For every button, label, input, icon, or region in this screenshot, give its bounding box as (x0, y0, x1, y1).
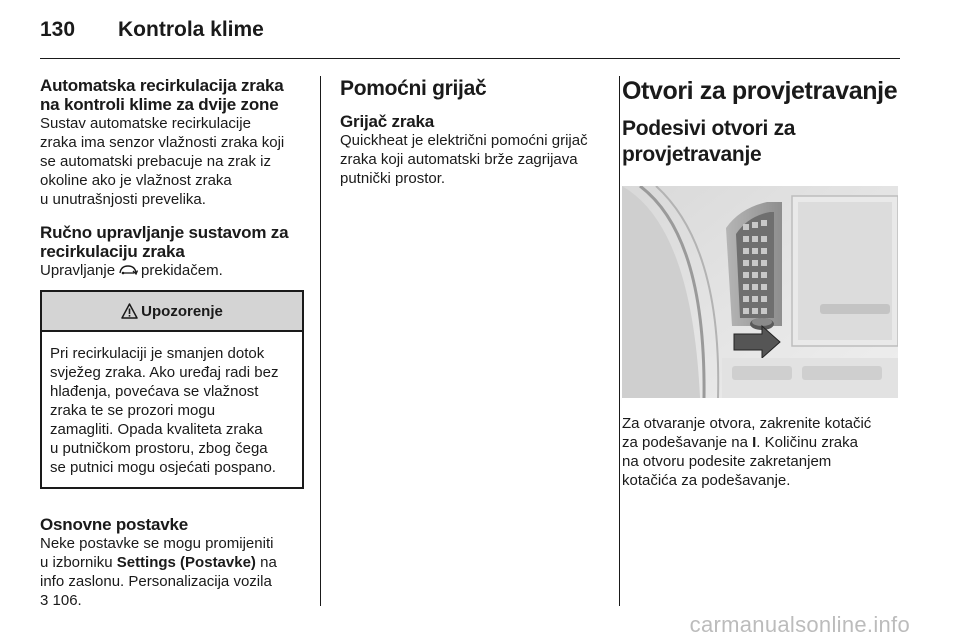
column-right (622, 76, 910, 490)
settings-menu-name: Settings (Postavke) (116, 554, 256, 571)
air-heater-text: Quickheat je električni pomoćni grijač zraka koji automatski brže zagrijava putnički prostor. (340, 132, 588, 187)
section-title-manual-recirculation: Ručno upravljanje sustavom za recirkulaciju zraka (40, 223, 289, 261)
column-divider (619, 76, 620, 606)
column-left (40, 76, 306, 610)
watermark: carmanualsonline.info (689, 612, 910, 637)
header-rule (40, 58, 900, 59)
section-title-auto-recirculation: Automatska recirkulacija zraka na kontroli klime za dvije zone (40, 76, 284, 114)
manual-recirculation-text: Upravljanje prekidačem. (40, 262, 223, 279)
section-title-air-vents: Otvori za provjetravanje (622, 77, 898, 105)
auto-recirculation-text: Sustav automatske recirkulacije zraka ima senzor vlažnosti zraka koji se automatski prebacuje na zrak iz okoline ako je vlažnost zraka u unutrašnjosti prevelika. (40, 115, 285, 208)
warning-text: Pri recirkulaciji je smanjen dotok svježeg zraka. Ako uređaj radi bez hlađenja, povećava se vlažnost zraka te se prozori mogu zamagliti. Opada kvaliteta zraka u putničkom prostoru, zbog čega se putnici mogu osjećati pospano. (50, 345, 279, 476)
open-symbol: I (752, 434, 757, 451)
page-header (40, 18, 264, 48)
air-vent-caption: Za otvaranje otvora, zakrenite kotačić za podešavanje na I. Količinu zraka na otvoru podesite zakretanjem kotačića za podešavanje. (622, 415, 872, 489)
air-vent-photo (622, 186, 898, 398)
section-title-basic-settings: Osnovne postavke (40, 515, 188, 534)
column-divider (320, 76, 321, 606)
page-reference-symbol: 3 (40, 592, 49, 609)
section-title-auxiliary-heater: Pomoćni grijač (340, 77, 487, 100)
recirculation-icon (118, 264, 138, 276)
air-vent-illustration (622, 186, 898, 398)
warning-triangle-icon (121, 303, 138, 319)
subsection-title-air-heater: Grijač zraka (340, 112, 434, 131)
warning-title: Upozorenje (141, 302, 223, 320)
warning-box (40, 290, 304, 489)
chapter-title: Kontrola klime (118, 18, 264, 41)
column-middle (340, 76, 608, 188)
subsection-title-adjustable-vents: Podesivi otvori za provjetravanje (622, 117, 796, 166)
basic-settings-text: Neke postavke se mogu promijeniti u izborniku Settings (Postavke) na info zaslonu. Personalizacija vozila 3 106. (40, 535, 277, 609)
warning-header (42, 292, 302, 332)
page-number: 130 (40, 18, 76, 41)
page-reference: 106. (52, 592, 82, 609)
